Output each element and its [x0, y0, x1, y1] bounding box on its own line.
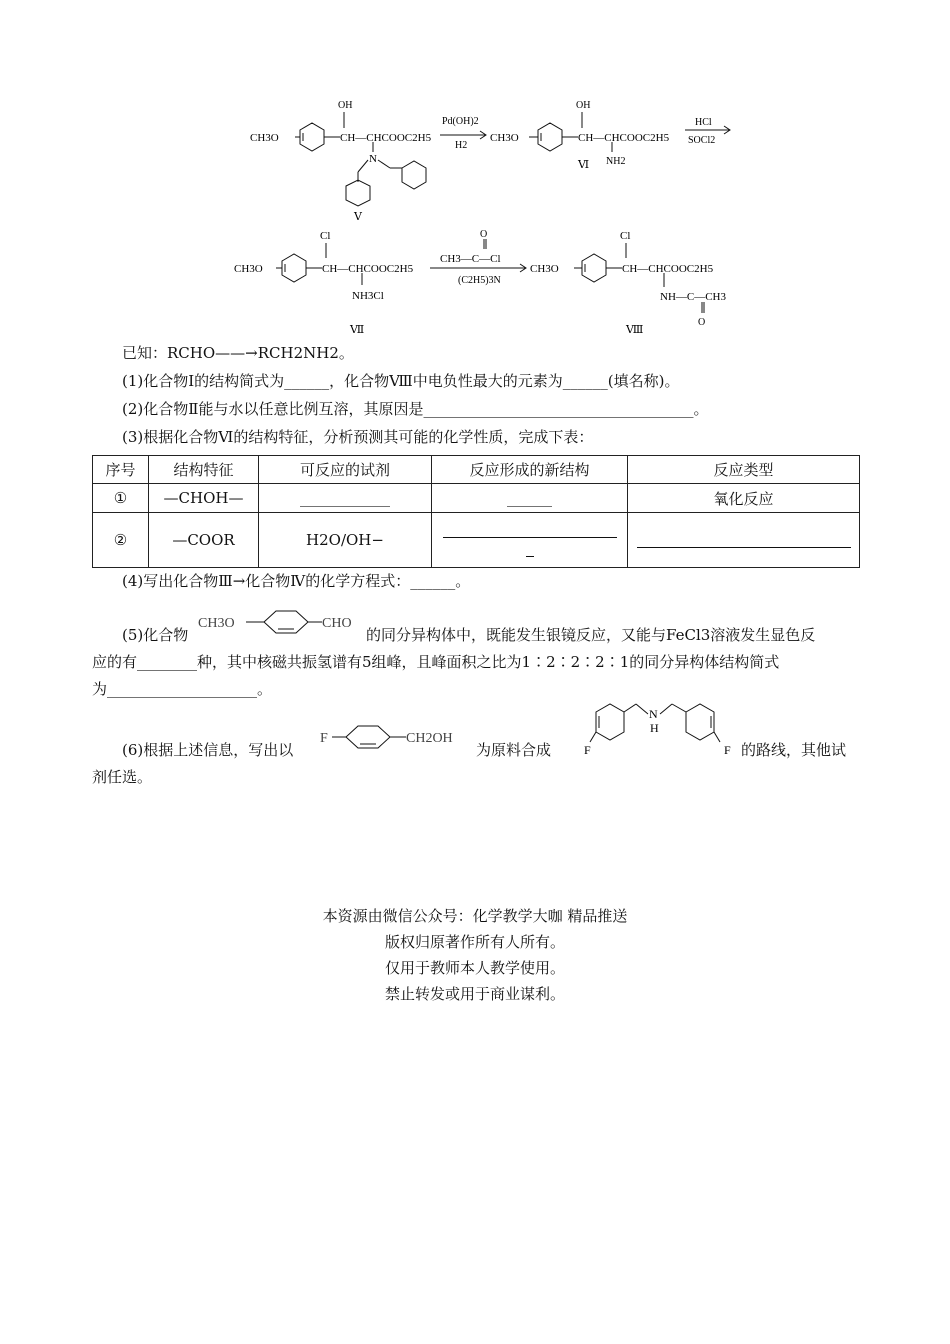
footer-line-4: 禁止转发或用于商业谋利。 — [384, 985, 565, 1003]
q6-product-f-right: F — [724, 743, 731, 757]
table-cell-answer[interactable] — [628, 513, 860, 568]
header-cell: 可反应的试剂 — [259, 456, 432, 484]
property-table — [92, 455, 860, 568]
q6-reactant-f: F — [320, 731, 328, 746]
cmpd5-n: N — [369, 153, 377, 165]
cmpd8-left: CH3O — [530, 263, 559, 275]
table-cell[interactable]: ______ — [432, 484, 628, 513]
q5-line3: 为____________________。 — [92, 680, 273, 698]
cmpd8-chain: CH—CHCOOC2H5 — [622, 263, 714, 275]
header-cell: 结构特征 — [149, 456, 259, 484]
table-cell: ② — [93, 513, 149, 568]
table-row — [93, 484, 860, 513]
q5-struct-left: CH3O — [198, 616, 235, 631]
arrow1-bottom: H2 — [455, 140, 468, 151]
cmpd6-nh2: NH2 — [606, 156, 626, 167]
known-info: 已知：RCHO——→RCH2NH2。 — [122, 344, 354, 362]
reagent-formula: CH3—C—Cl — [440, 253, 501, 265]
cmpd6-label: Ⅵ — [578, 159, 590, 171]
q6-suffix: 的路线，其他试 — [741, 741, 847, 759]
header-cell: 反应形成的新结构 — [432, 456, 628, 484]
q5-struct-right: CHO — [322, 616, 352, 631]
q6-line2: 剂任选。 — [92, 768, 153, 786]
cmpd8-amide: NH—C—CH3 — [660, 291, 727, 303]
cmpd7-left: CH3O — [234, 263, 263, 275]
table-cell: —COOR — [149, 513, 259, 568]
reagent-o: O — [480, 229, 488, 240]
answer-blank[interactable] — [526, 540, 534, 557]
q6-reactant-ch2oh: CH2OH — [406, 731, 453, 746]
table-cell[interactable]: ____________ — [259, 484, 432, 513]
cmpd6-left: CH3O — [490, 132, 519, 144]
q6-product-nh: N — [649, 707, 658, 721]
cmpd7-nh3cl: NH3Cl — [352, 290, 384, 302]
reagent-base: (C2H5)3N — [458, 275, 501, 286]
table-cell: —CHOH— — [149, 484, 259, 513]
q5-line1: 的同分异构体中，既能发生银镜反应，又能与FeCl3溶液发生显色反 — [366, 626, 816, 644]
footer-line-1: 本资源由微信公众号：化学教学大咖 精品推送 — [322, 907, 628, 925]
table-cell: 氧化反应 — [628, 484, 860, 513]
header-cell: 序号 — [93, 456, 149, 484]
q6-middle: 为原料合成 — [476, 741, 552, 759]
answer-blank[interactable] — [637, 531, 851, 548]
scheme-row-2 — [230, 225, 760, 340]
q6-product-f-left: F — [584, 743, 591, 757]
q5-structure — [196, 602, 366, 644]
table-header-row — [93, 456, 860, 484]
cmpd6-oh: OH — [576, 100, 591, 111]
header-cell: 反应类型 — [628, 456, 860, 484]
cmpd5-label: Ⅴ — [354, 211, 362, 223]
product-ring-left — [596, 704, 624, 740]
cmpd5-oh: OH — [338, 100, 353, 111]
question-4: (4)写出化合物Ⅲ→化合物Ⅳ的化学方程式：______。 — [122, 572, 471, 590]
table-row — [93, 513, 860, 568]
cmpd5-left: CH3O — [250, 132, 279, 144]
question-2: (2)化合物Ⅱ能与水以任意比例互溶，其原因是____________________________________。 — [122, 400, 709, 418]
footer-line-3: 仅用于教师本人教学使用。 — [384, 959, 565, 977]
table-cell: ① — [93, 484, 149, 513]
question-3: (3)根据化合物Ⅵ的结构特征，分析预测其可能的化学性质，完成下表： — [122, 428, 594, 446]
q5-line2: 应的有________种，其中核磁共振氢谱有5组峰，且峰面积之比为1∶2∶2∶2∶1的同分异构体结构简式 — [92, 653, 780, 671]
cmpd5-chain: CH—CHCOOC2H5 — [340, 132, 432, 144]
question-1: (1)化合物Ⅰ的结构简式为______，化合物Ⅷ中电负性最大的元素为______(填名称)。 — [122, 372, 680, 390]
q5-prefix: (5)化合物 — [122, 626, 189, 644]
answer-blank[interactable] — [443, 521, 617, 538]
q6-product-h: H — [650, 721, 659, 735]
benzene-ring — [300, 123, 324, 151]
table-cell-answer[interactable] — [432, 513, 628, 568]
table-cell: H2O/OH− — [259, 513, 432, 568]
cmpd7-cl: Cl — [320, 230, 331, 242]
product-ring-right — [686, 704, 714, 740]
cmpd7-label: Ⅶ — [350, 324, 365, 336]
cmpd8-o: O — [698, 317, 706, 328]
arrow2-top: HCl — [695, 117, 712, 128]
q6-prefix: (6)根据上述信息，写出以 — [122, 741, 294, 759]
cmpd7-chain: CH—CHCOOC2H5 — [322, 263, 414, 275]
footer-line-2: 版权归原著作所有人所有。 — [384, 933, 565, 951]
arrow1-top: Pd(OH)2 — [442, 116, 479, 127]
cmpd6-chain: CH—CHCOOC2H5 — [578, 132, 670, 144]
arrow2-bottom: SOCl2 — [688, 135, 716, 146]
scheme-row-1 — [240, 90, 740, 230]
q6-product — [564, 694, 740, 760]
q6-reactant — [318, 716, 476, 758]
cmpd8-label: Ⅷ — [626, 324, 644, 336]
cmpd8-cl: Cl — [620, 230, 631, 242]
